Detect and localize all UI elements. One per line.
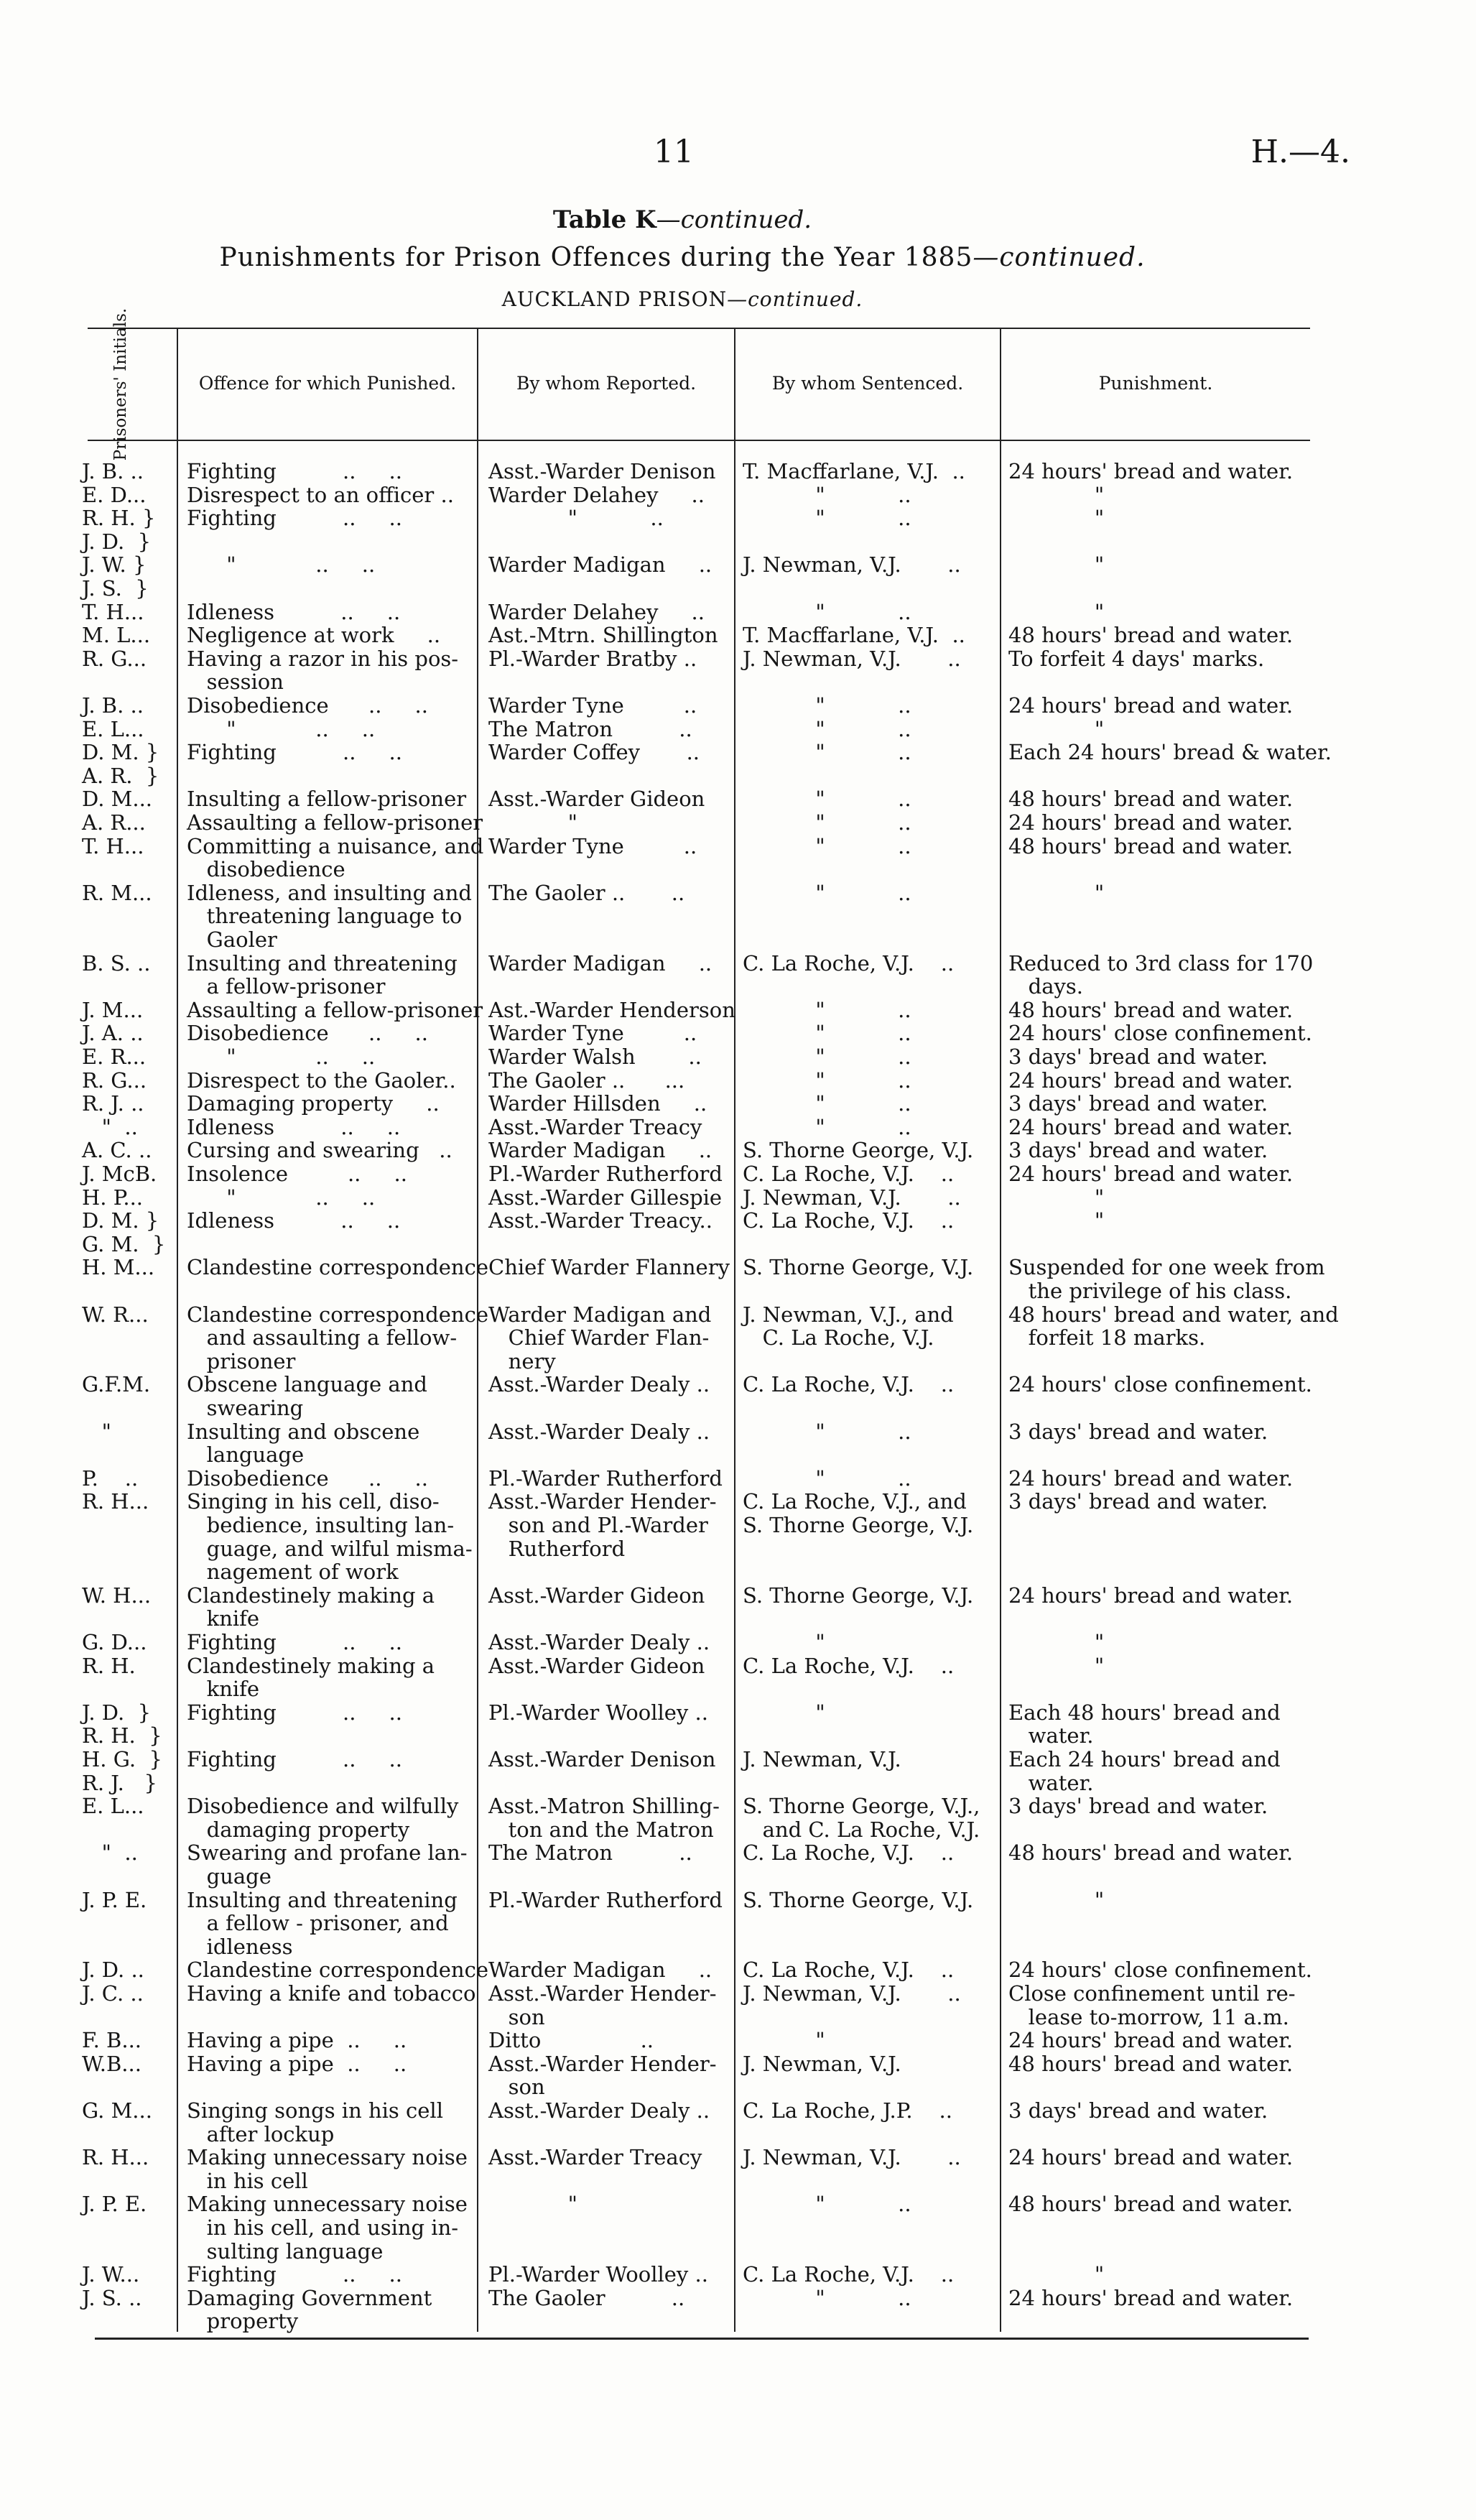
row-initials: D. M. } G. M. } [82,1208,166,1256]
row-punishment: 24 hours' bread and water. [1008,2285,1294,2310]
header-reported: By whom Reported. [516,372,697,394]
table-row [0,1302,1476,1374]
table-row [0,1465,1476,1491]
row-punishment: 24 hours' bread and water. [1008,1162,1294,1186]
row-offence: Cursing and swearing .. [187,1138,452,1163]
row-initials: A. R... [82,810,146,835]
row-offence: Disobedience .. .. [187,1465,428,1491]
row-offence: " .. .. [187,716,376,741]
row-offence: Insulting and threatening a fellow-prisoner [187,950,458,999]
row-sentenced-by: S. Thorne George, V.J., and C. La Roche, V.J. [743,1794,980,1842]
row-reported-by: Warder Hillsden .. [488,1091,707,1116]
row-sentenced-by: " .. [743,1044,911,1069]
table-row [0,2098,1476,2146]
table-subtitle [0,243,1365,272]
row-initials: " [82,1419,111,1444]
row-initials: F. B... [82,2028,142,2053]
table-row [0,950,1476,999]
row-sentenced-by: J. Newman, V.J. .. [743,1185,961,1210]
row-initials: R. G... [82,1067,147,1093]
row-punishment: 24 hours' close confinement. [1008,1372,1312,1397]
row-initials: J. D. } R. H. } [82,1700,162,1748]
row-punishment: 48 hours' bread and water, and forfeit 18 marks. [1008,1302,1339,1351]
row-sentenced-by: " .. [743,740,911,765]
row-offence: Disobedience and wilfully damaging property [187,1794,459,1842]
row-reported-by: Asst.-Warder Hender- son [488,2051,717,2100]
row-offence: Insulting a fellow-prisoner [187,787,467,812]
row-punishment: To forfeit 4 days' marks. [1008,646,1265,671]
row-punishment: " [1008,1185,1105,1210]
row-punishment: 24 hours' bread and water. [1008,1067,1294,1093]
row-sentenced-by: T. Macffarlane, V.J. .. [743,623,965,648]
row-reported-by: Asst.-Warder Dealy .. [488,1419,710,1444]
row-initials: J. S. .. [82,2285,142,2310]
row-sentenced-by: J. Newman, V.J. .. [743,2145,961,2170]
row-punishment: " [1008,1653,1105,1678]
row-offence: Idleness, and insulting and threatening language to Gaoler [187,880,472,952]
row-initials: E. D... [82,482,147,507]
row-sentenced-by: S. Thorne George, V.J. [743,1255,974,1280]
row-offence: Singing songs in his cell after lockup [187,2098,443,2146]
row-offence: Assaulting a fellow-prisoner [187,997,483,1022]
row-sentenced-by: " .. [743,1067,911,1093]
row-offence: Fighting .. .. [187,1700,402,1725]
row-sentenced-by: " [743,1700,825,1725]
table-row [0,1958,1476,1983]
table-row [0,2051,1476,2100]
row-punishment: Close confinement until re- lease to-morrow, 11 a.m. [1008,1981,1296,2029]
row-reported-by: " [488,810,577,835]
row-sentenced-by: " .. [743,810,911,835]
row-offence: Making unnecessary noise in his cell [187,2145,468,2193]
row-offence: Disrespect to the Gaoler.. [187,1067,456,1093]
column-divider [734,328,735,2332]
row-offence: Fighting .. .. [187,1747,402,1771]
table-row [0,552,1476,601]
row-initials: G.F.M. [82,1372,151,1397]
row-reported-by: Asst.-Warder Denison [488,459,716,483]
row-reported-by: The Matron .. [488,1840,692,1866]
row-punishment: 48 hours' bread and water. [1008,787,1294,812]
row-offence: Having a knife and tobacco [187,1981,476,2006]
row-sentenced-by: T. Macffarlane, V.J. .. [743,459,965,483]
row-reported-by: Asst.-Warder Dealy .. [488,2098,710,2123]
prison-name [0,287,1365,311]
row-initials: J. McB. [82,1162,157,1186]
row-reported-by: Ast.-Mtrn. Shillington [488,623,718,648]
row-initials: G. M... [82,2098,152,2123]
row-sentenced-by: " .. [743,599,911,624]
row-offence: Clandestine correspondence [187,1958,489,1983]
row-punishment: 48 hours' bread and water. [1008,833,1294,858]
row-sentenced-by: C. La Roche, V.J. .. [743,1372,955,1397]
table-row [0,1372,1476,1420]
row-reported-by: Asst.-Warder Hender- son and Pl.-Warder Rutherford [488,1489,717,1561]
row-sentenced-by: S. Thorne George, V.J. [743,1583,974,1608]
row-reported-by: Asst.-Warder Gideon [488,1583,705,1608]
row-initials: J. B. .. [82,693,144,718]
row-initials: M. L... [82,623,151,648]
row-punishment: " [1008,1630,1105,1654]
row-offence: Fighting .. .. [187,1630,402,1654]
row-initials: E. L... [82,1794,144,1819]
row-offence: Idleness .. .. [187,1208,401,1233]
table-row [0,2262,1476,2287]
row-punishment: 24 hours' bread and water. [1008,693,1294,718]
table-row [0,693,1476,718]
row-reported-by: Asst.-Warder Treacy [488,2145,702,2170]
row-reported-by: Asst.-Warder Gideon [488,787,705,812]
row-reported-by: Asst.-Matron Shilling- ton and the Matron [488,1794,720,1842]
row-sentenced-by: J. Newman, V.J. .. [743,646,961,671]
row-initials: D. M... [82,787,153,812]
row-initials: R. H... [82,1489,149,1514]
row-sentenced-by: " .. [743,693,911,718]
row-initials: J. P. E. [82,1887,147,1912]
table-row [0,1419,1476,1468]
row-reported-by: Asst.-Warder Denison [488,1747,716,1771]
table-row [0,810,1476,835]
row-sentenced-by: C. La Roche, V.J. .. [743,1162,955,1186]
row-reported-by: Warder Madigan and Chief Warder Flan- nery [488,1302,712,1374]
row-offence: Clandestinely making a knife [187,1653,435,1702]
row-reported-by: The Matron .. [488,716,692,741]
row-reported-by: Warder Madigan .. [488,1138,713,1163]
row-sentenced-by: C. La Roche, V.J. .. [743,2262,955,2287]
row-sentenced-by: C. La Roche, V.J. .. [743,1840,955,1866]
row-punishment: 3 days' bread and water. [1008,1044,1268,1069]
row-sentenced-by: " .. [743,787,911,812]
table-row [0,1091,1476,1116]
row-offence: Committing a nuisance, and disobedience [187,833,484,882]
row-offence: Fighting .. .. [187,2262,402,2287]
row-initials: " .. [82,1114,138,1139]
table-row [0,880,1476,952]
row-punishment: " [1008,2262,1105,2287]
row-reported-by: Warder Madigan .. [488,950,713,976]
table-title-main: Table K [552,205,656,234]
row-initials: H. P... [82,1185,144,1210]
row-sentenced-by: C. La Roche, V.J. .. [743,1653,955,1678]
row-punishment: 24 hours' bread and water. [1008,810,1294,835]
row-offence: Disobedience .. .. [187,693,428,718]
row-initials: J. M... [82,997,144,1022]
row-sentenced-by: J. Newman, V.J. [743,2051,901,2076]
row-initials: W.B... [82,2051,141,2076]
header-initials: Prisoners' Initials. [111,307,130,461]
row-reported-by: Pl.-Warder Bratby .. [488,646,697,671]
row-reported-by: Warder Madigan .. [488,552,713,578]
row-offence: Swearing and profane lan- guage [187,1840,468,1889]
row-punishment: 3 days' bread and water. [1008,1489,1268,1514]
row-sentenced-by: " .. [743,1021,911,1046]
prison-suffix: —continued. [727,287,863,311]
row-initials: " .. [82,1840,138,1866]
table-row [0,482,1476,507]
row-offence: Insolence .. .. [187,1162,407,1186]
row-punishment: " [1008,1208,1105,1233]
row-initials: J. W. } J. S. } [82,552,149,601]
row-sentenced-by: C. La Roche, V.J. .. [743,950,955,976]
row-sentenced-by: S. Thorne George, V.J. [743,1887,974,1912]
row-punishment: 3 days' bread and water. [1008,1138,1268,1163]
table-title-suffix: —continued. [656,205,812,234]
row-reported-by: Warder Tyne .. [488,693,697,718]
table-row [0,1700,1476,1748]
row-punishment: 3 days' bread and water. [1008,1419,1268,1444]
row-initials: T. H... [82,833,144,858]
row-reported-by: Warder Coffey .. [488,740,700,765]
row-offence: Singing in his cell, diso- bedience, insulting lan- guage, and wilful misma- nagement of work [187,1489,473,1585]
row-reported-by: The Gaoler .. ... [488,1067,685,1093]
header-bottom-rule [88,440,1310,441]
row-punishment: " [1008,506,1105,531]
row-offence: Negligence at work .. [187,623,441,648]
row-offence: Clandestine correspondence [187,1255,489,1280]
row-punishment: 24 hours' bread and water. [1008,1114,1294,1139]
row-reported-by: " [488,2192,577,2217]
row-sentenced-by: " .. [743,716,911,741]
row-sentenced-by: " .. [743,1091,911,1116]
row-sentenced-by: J. Newman, V.J. .. [743,1981,961,2006]
row-offence: Clandestinely making a knife [187,1583,435,1631]
row-initials: J. A. .. [82,1021,144,1046]
row-offence: Insulting and threatening a fellow - prisoner, and idleness [187,1887,458,1959]
column-divider [477,328,478,2332]
row-sentenced-by: " .. [743,2192,911,2217]
row-reported-by: Asst.-Warder Hender- son [488,1981,717,2029]
row-punishment: 24 hours' bread and water. [1008,1465,1294,1491]
row-offence: Disobedience .. .. [187,1021,428,1046]
row-initials: G. D... [82,1630,147,1654]
row-reported-by: Pl.-Warder Woolley .. [488,2262,708,2287]
row-punishment: 3 days' bread and water. [1008,1794,1268,1819]
column-divider [177,328,178,2332]
row-initials: W. R... [82,1302,149,1327]
row-sentenced-by: J. Newman, V.J., and C. La Roche, V.J. [743,1302,954,1351]
row-reported-by: Ast.-Warder Henderson [488,997,735,1022]
row-reported-by: Warder Delahey .. [488,482,705,507]
row-punishment: 48 hours' bread and water. [1008,997,1294,1022]
row-punishment: " [1008,552,1105,578]
row-initials: W. H... [82,1583,152,1608]
row-initials: J. D. .. [82,1958,144,1983]
row-punishment: 3 days' bread and water. [1008,2098,1268,2123]
row-initials: E. R... [82,1044,147,1069]
table-row [0,1208,1476,1256]
row-reported-by: Warder Tyne .. [488,833,697,858]
row-initials: A. C. .. [82,1138,152,1163]
row-punishment: " [1008,1887,1105,1912]
table-row [0,1162,1476,1186]
row-punishment: Suspended for one week from the privilege of his class. [1008,1255,1325,1303]
row-punishment: Each 24 hours' bread and water. [1008,1747,1281,1795]
row-initials: R. H. } J. D. } [82,506,156,554]
row-initials: T. H... [82,599,144,624]
row-initials: H. M... [82,1255,155,1280]
row-reported-by: The Gaoler .. [488,2285,685,2310]
row-punishment: 24 hours' bread and water. [1008,1583,1294,1608]
row-sentenced-by: " .. [743,506,911,531]
row-initials: B. S. .. [82,950,151,976]
row-offence: Insulting and obscene language [187,1419,420,1468]
prison-main: AUCKLAND PRISON [501,287,728,311]
row-punishment: 24 hours' bread and water. [1008,459,1294,483]
row-punishment: 48 hours' bread and water. [1008,623,1294,648]
row-punishment: 24 hours' close confinement. [1008,1021,1312,1046]
row-offence: Obscene language and swearing [187,1372,427,1420]
row-offence: Damaging Government property [187,2285,432,2334]
row-reported-by: Asst.-Warder Gillespie [488,1185,723,1210]
row-reported-by: " .. [488,506,664,531]
table-row [0,1653,1476,1702]
row-reported-by: Warder Delahey .. [488,599,705,624]
row-punishment: 48 hours' bread and water. [1008,2051,1294,2076]
row-reported-by: Warder Tyne .. [488,1021,697,1046]
row-offence: Idleness .. .. [187,1114,401,1139]
row-offence: Fighting .. .. [187,459,402,483]
row-reported-by: Asst.-Warder Gideon [488,1653,705,1678]
row-sentenced-by: C. La Roche, V.J., and S. Thorne George, V.J. [743,1489,974,1537]
row-reported-by: Pl.-Warder Woolley .. [488,1700,708,1725]
row-punishment: 48 hours' bread and water. [1008,1840,1294,1866]
header-sentenced: By whom Sentenced. [771,372,964,394]
row-offence: Fighting .. .. [187,740,402,765]
table-row [0,1185,1476,1210]
table-row [0,1583,1476,1631]
row-offence: Fighting .. .. [187,506,402,531]
row-punishment: " [1008,880,1105,905]
row-punishment: 3 days' bread and water. [1008,1091,1268,1116]
table-row [0,646,1476,695]
table-bottom-rule [95,2338,1309,2340]
row-offence: Having a pipe .. .. [187,2051,407,2076]
row-sentenced-by: " .. [743,1465,911,1491]
row-sentenced-by: " .. [743,482,911,507]
row-sentenced-by: J. Newman, V.J. [743,1747,901,1771]
row-initials: J. C. .. [82,1981,144,2006]
row-reported-by: Asst.-Warder Dealy .. [488,1372,710,1397]
document-reference: H.—4. [1250,134,1350,170]
row-sentenced-by: " .. [743,1419,911,1444]
subtitle-suffix: —continued. [973,243,1146,272]
row-punishment: Reduced to 3rd class for 170 days. [1008,950,1314,999]
row-punishment: Each 24 hours' bread & water. [1008,740,1332,765]
row-offence: Idleness .. .. [187,599,401,624]
row-sentenced-by: S. Thorne George, V.J. [743,1138,974,1163]
row-punishment: 48 hours' bread and water. [1008,2192,1294,2217]
row-punishment: " [1008,599,1105,624]
row-initials: J. W... [82,2262,140,2287]
row-initials: R. H. [82,1653,136,1678]
row-initials: R. J. .. [82,1091,144,1116]
row-punishment: 24 hours' close confinement. [1008,1958,1312,1983]
row-reported-by: Pl.-Warder Rutherford [488,1887,723,1912]
row-initials: R. M... [82,880,152,905]
row-reported-by: Asst.-Warder Dealy .. [488,1630,710,1654]
table-row [0,1067,1476,1093]
row-sentenced-by: C. La Roche, V.J. .. [743,1208,955,1233]
table-row [0,1794,1476,1842]
row-sentenced-by: " [743,1630,825,1654]
row-punishment: 24 hours' bread and water. [1008,2145,1294,2170]
row-punishment: " [1008,482,1105,507]
row-offence: " .. .. [187,1185,376,1210]
row-sentenced-by: " .. [743,997,911,1022]
row-offence: " .. .. [187,1044,376,1069]
header-offence: Offence for which Punished. [198,372,457,394]
table-row [0,506,1476,554]
row-sentenced-by: C. La Roche, J.P. .. [743,2098,952,2123]
row-reported-by: The Gaoler .. .. [488,880,685,905]
subtitle-main: Punishments for Prison Offences during the Year 1885 [219,243,973,272]
row-offence: " .. .. [187,552,376,578]
table-title [0,205,1365,234]
row-punishment: 24 hours' bread and water. [1008,2028,1294,2053]
row-reported-by: Asst.-Warder Treacy.. [488,1208,713,1233]
table-row [0,1489,1476,1585]
row-initials: E. L... [82,716,144,741]
row-sentenced-by: " .. [743,1114,911,1139]
row-punishment: Each 48 hours' bread and water. [1008,1700,1281,1748]
row-reported-by: Warder Madigan .. [488,1958,713,1983]
row-initials: R. G... [82,646,147,671]
row-reported-by: Asst.-Warder Treacy [488,1114,702,1139]
row-sentenced-by: " .. [743,880,911,905]
row-initials: D. M. } A. R. } [82,740,159,788]
row-offence: Having a razor in his pos- session [187,646,459,695]
row-offence: Disrespect to an officer .. [187,482,454,507]
page-number: 11 [654,134,694,170]
row-sentenced-by: J. Newman, V.J. .. [743,552,961,578]
row-reported-by: Pl.-Warder Rutherford [488,1465,723,1491]
row-initials: R. H... [82,2145,149,2170]
row-initials: J. B. .. [82,459,144,483]
row-offence: Damaging property .. [187,1091,440,1116]
row-offence: Having a pipe .. .. [187,2028,407,2053]
row-punishment: " [1008,716,1105,741]
row-sentenced-by: " .. [743,2285,911,2310]
row-reported-by: Ditto .. [488,2028,654,2053]
row-reported-by: Chief Warder Flannery [488,1255,730,1280]
header-punishment: Punishment. [1098,372,1213,394]
row-reported-by: Warder Walsh .. [488,1044,702,1069]
row-reported-by: Pl.-Warder Rutherford [488,1162,723,1186]
row-offence: Clandestine correspondence and assaulting a fellow- prisoner [187,1302,489,1374]
row-initials: P. .. [82,1465,139,1491]
row-sentenced-by: " [743,2028,825,2053]
row-sentenced-by: C. La Roche, V.J. .. [743,1958,955,1983]
row-offence: Assaulting a fellow-prisoner [187,810,483,835]
row-offence: Making unnecessary noise in his cell, and using in- sulting language [187,2192,468,2264]
table-row [0,1981,1476,2029]
table-row [0,1044,1476,1069]
row-sentenced-by: " .. [743,833,911,858]
row-initials: J. P. E. [82,2192,147,2217]
row-initials: H. G. } R. J. } [82,1747,162,1795]
table-row [0,787,1476,812]
table-row [0,1840,1476,1889]
column-divider [1000,328,1001,2332]
table-row [0,2192,1476,2264]
